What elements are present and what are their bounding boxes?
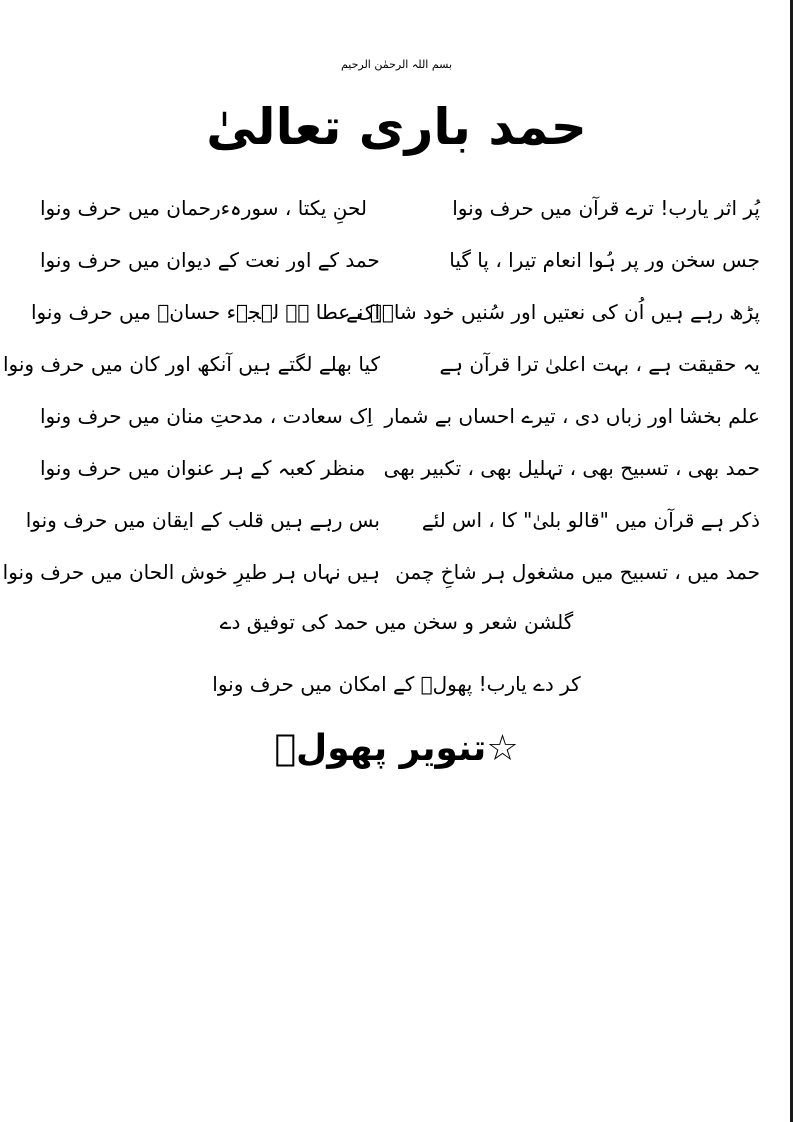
verse-second-line: اِک سعادت ، مدحتِ منان میں حرف ونوا xyxy=(40,404,373,428)
verse xyxy=(2,554,760,606)
verse-second-line: اِک عطا ہے لہجہء حسانؓ میں حرف ونوا xyxy=(30,300,380,324)
verse-first-line: جس سخن ور پر ہُوا انعام تیرا ، پا گیا xyxy=(449,248,760,272)
verse-second-line: منظر کعبہ کے ہر عنوان میں حرف ونوا xyxy=(40,456,366,480)
verse-first-line: حمد میں ، تسبیح میں مشغول ہر شاخِ چمن xyxy=(395,560,760,584)
verse-first-line: علم بخشا اور زباں دی ، تیرے احساں بے شمار xyxy=(384,404,760,428)
verse xyxy=(30,294,760,346)
verse-second-line: کیا بھلے لگتے ہیں آنکھ اور کان میں حرف ونوا xyxy=(2,352,380,376)
bismillah: بسم اللہ الرحمٰن الرحیم xyxy=(340,58,453,71)
verse-first-line: حمد بھی ، تسبیح بھی ، تہلیل بھی ، تکبیر بھی xyxy=(383,456,760,480)
poet-signature: ☆تنویر پھولؔ xyxy=(274,728,519,769)
verse-second-line: حمد کے اور نعت کے دیوان میں حرف ونوا xyxy=(40,248,380,272)
verse-second-line: بس رہے ہیں قلب کے ایقان میں حرف ونوا xyxy=(25,508,380,532)
verse xyxy=(40,190,760,242)
poem-title: حمد باری تعالیٰ xyxy=(206,98,587,156)
verse-second-line: ہیں نہاں ہر طیرِ خوش الحان میں حرف ونوا xyxy=(2,560,380,584)
verse-first-line: پُر اثر یارب! ترے قرآن میں حرف ونوا xyxy=(452,196,760,220)
verse-second-line: لحنِ یکتا ، سورہءرحمان میں حرف ونوا xyxy=(40,196,368,220)
verse-first-line: ذکر ہے قرآن میں "قالو بلیٰ" کا ، اس لئے xyxy=(421,508,760,532)
verse-list xyxy=(2,190,760,606)
verse xyxy=(40,242,760,294)
verse xyxy=(40,450,760,502)
closing-verse-line-1: گلشن شعر و سخن میں حمد کی توفیق دے xyxy=(219,610,574,634)
verse xyxy=(40,398,760,450)
verse xyxy=(25,502,760,554)
verse xyxy=(2,346,760,398)
closing-verse-line-2: کر دے یارب! پھولؔ کے امکان میں حرف ونوا xyxy=(212,672,581,696)
verse-first-line: پڑھ رہے ہیں اُن کی نعتیں اور سُنیں خود شاہؐ نے xyxy=(346,300,760,324)
verse-first-line: یہ حقیقت ہے ، بہت اعلیٰ ترا قرآن ہے xyxy=(439,352,760,376)
